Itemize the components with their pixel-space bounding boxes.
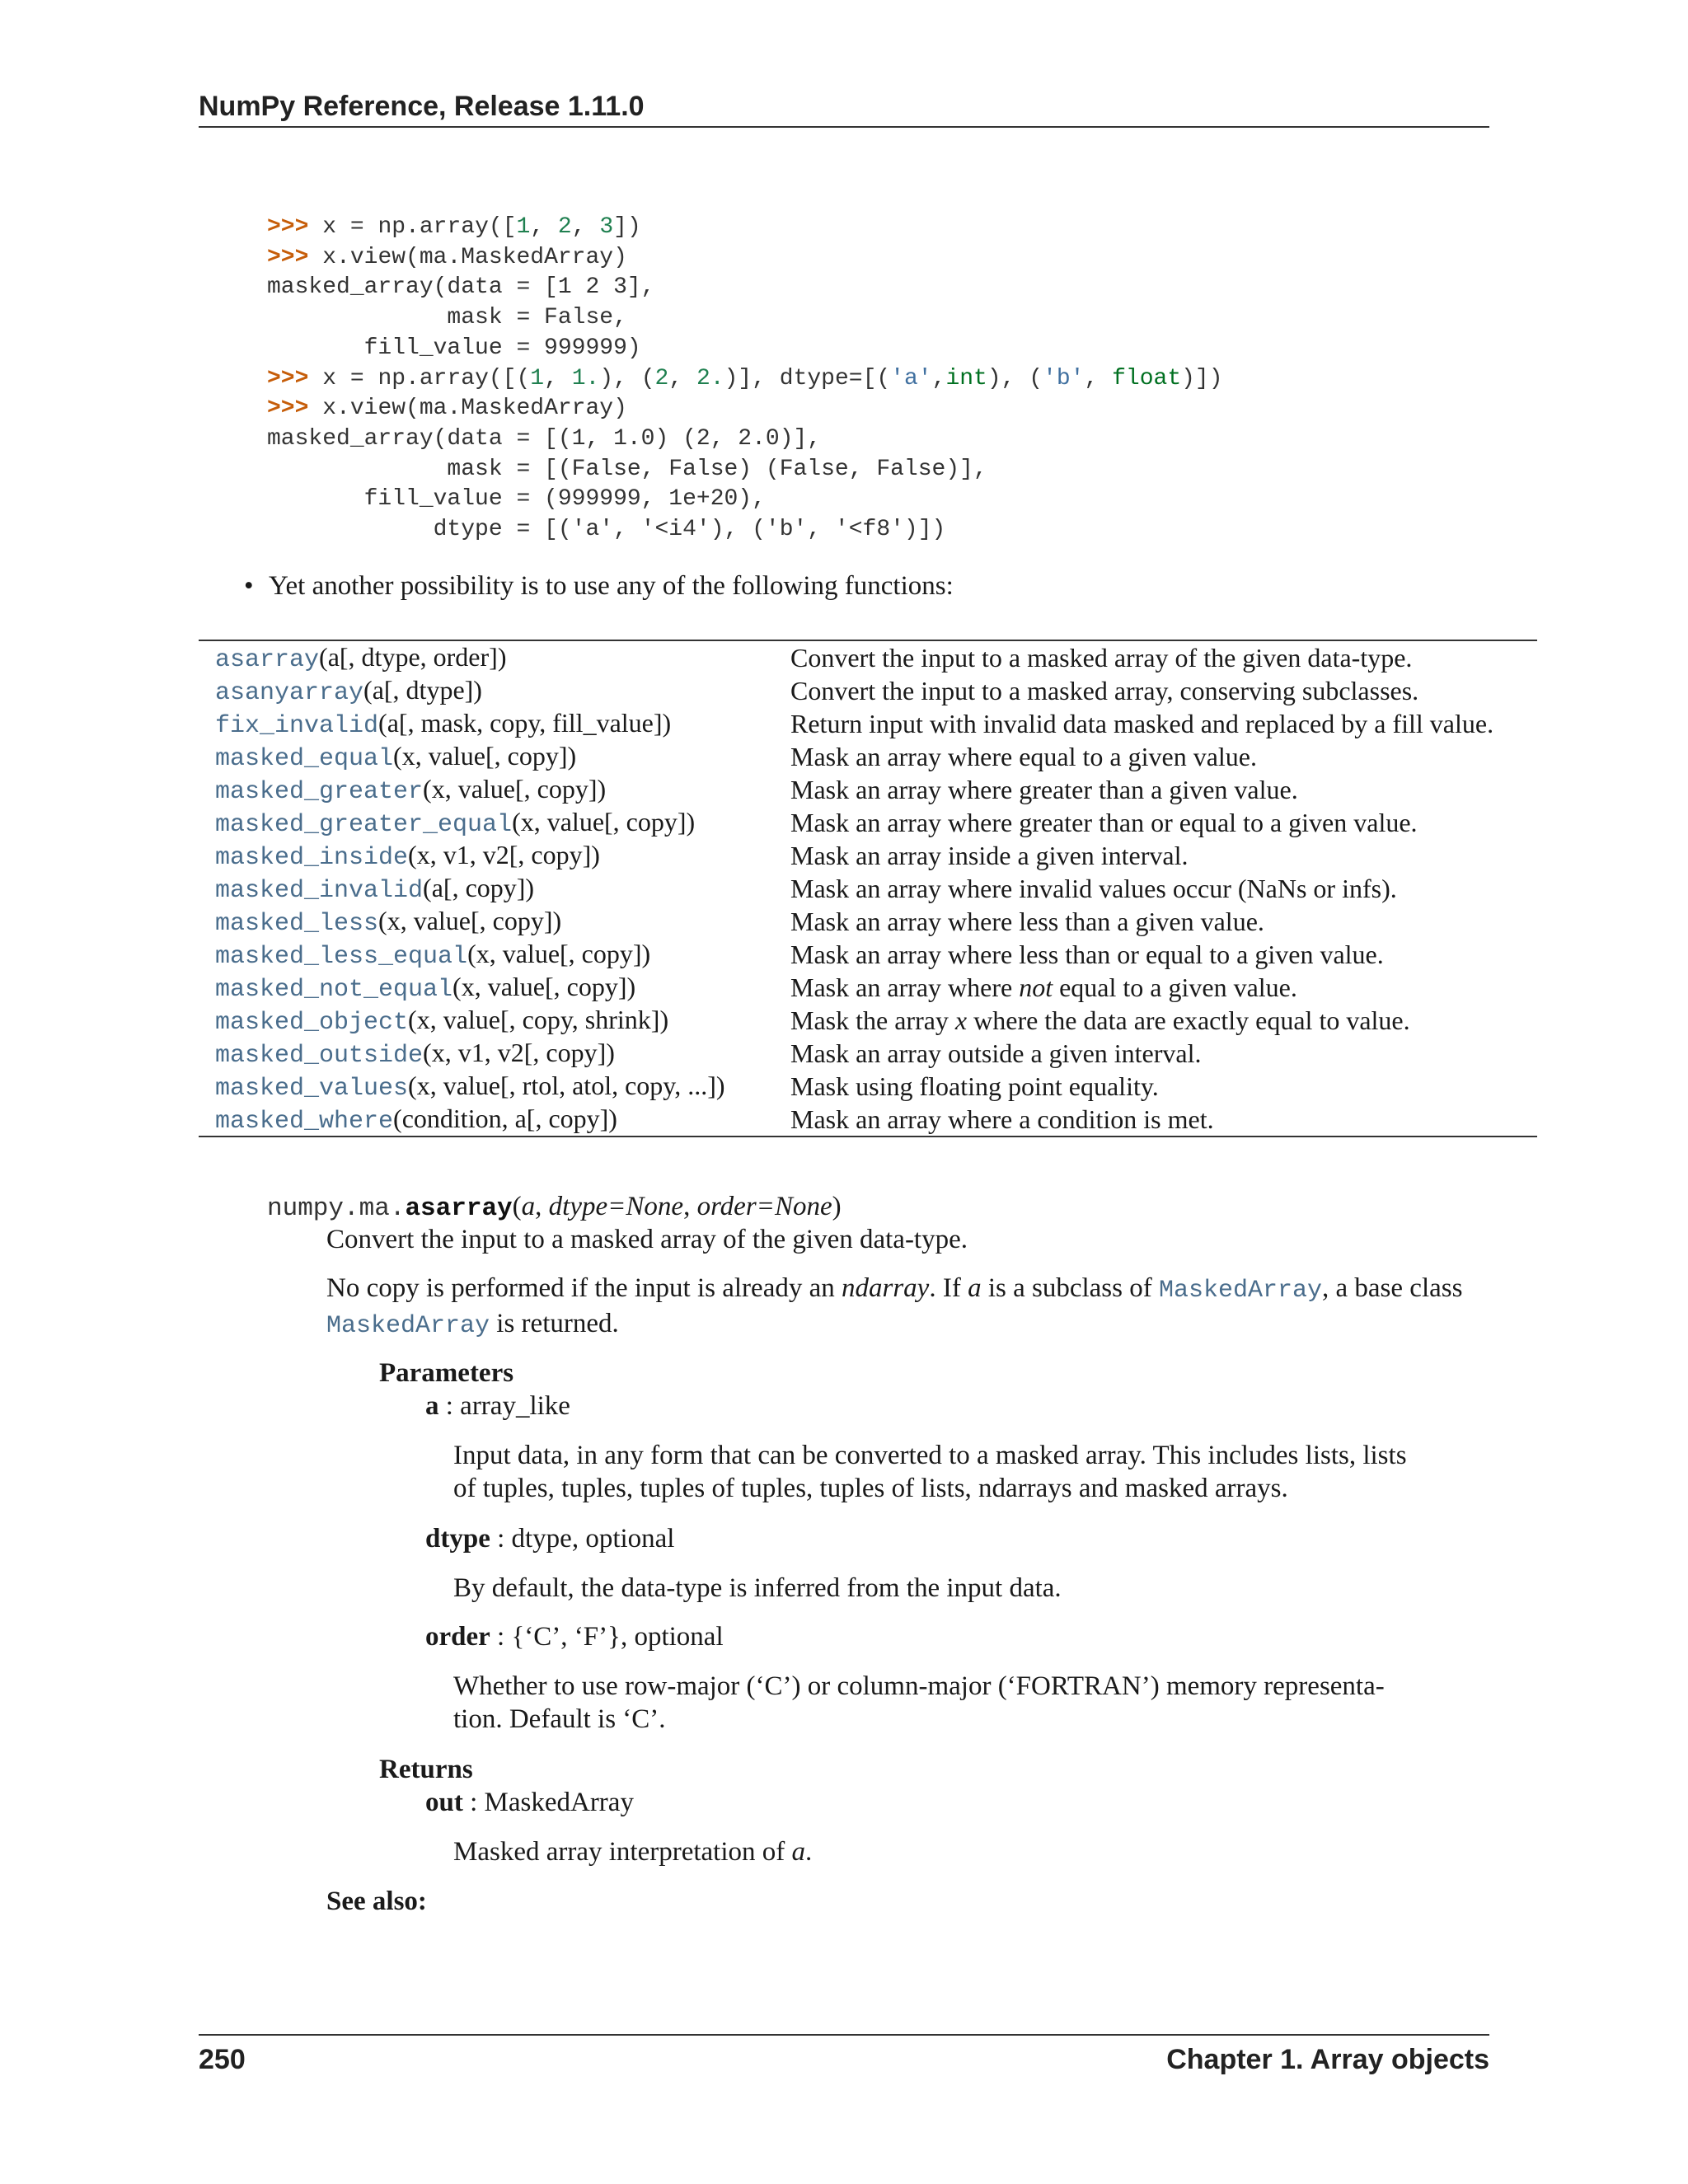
return-desc-emphasis: a [791, 1837, 806, 1867]
param-order [425, 1620, 724, 1653]
function-link[interactable]: masked_values [215, 1074, 409, 1103]
return-name: out [425, 1788, 463, 1817]
function-args: (x, value[, copy]) [452, 971, 636, 1001]
see-also-heading: See also: [326, 1886, 427, 1916]
return-type: : MaskedArray [462, 1788, 634, 1817]
code-text: x = np.array([ [322, 214, 517, 240]
function-description-cell [790, 773, 1537, 806]
param-name: a [425, 1391, 439, 1421]
maskedarray-link[interactable]: MaskedArray [326, 1312, 490, 1340]
param-desc-line: Whether to use row-major (‘C’) or column-major (‘FORTRAN’) memory representa- [453, 1671, 1385, 1701]
returns-heading: Returns [379, 1755, 473, 1784]
signature-param: a [521, 1192, 536, 1221]
function-row [199, 938, 1537, 971]
function-args: (condition, a[, copy]) [393, 1103, 617, 1133]
function-description: Mask an array where less than a given value. [790, 906, 1264, 936]
function-link[interactable]: masked_greater_equal [215, 810, 513, 839]
code-number: 1. [571, 365, 600, 391]
function-row [199, 1037, 1537, 1070]
function-signature-cell [199, 839, 790, 872]
return-out [425, 1786, 634, 1819]
code-text: ), ( [599, 365, 655, 391]
param-dtype [425, 1522, 674, 1555]
function-args: (x, value[, copy, shrink]) [408, 1004, 669, 1034]
function-args: (x, value[, rtol, atol, copy, ...]) [408, 1070, 725, 1100]
code-number: 1 [530, 365, 545, 391]
function-description: Mask an array where equal to a given value. [790, 741, 1257, 771]
function-link[interactable]: asanyarray [215, 678, 364, 707]
function-link[interactable]: masked_invalid [215, 876, 424, 905]
function-description-cell [790, 971, 1537, 1004]
code-number: 3 [599, 214, 614, 240]
page-header-title: NumPy Reference, Release 1.11.0 [199, 91, 645, 122]
code-text: x = np.array([( [322, 365, 531, 391]
code-builtin: float [1112, 365, 1182, 391]
param-dtype-description: By default, the data-type is inferred from the input data. [453, 1573, 1062, 1603]
function-link[interactable]: masked_not_equal [215, 975, 453, 1004]
function-row [199, 1070, 1537, 1103]
function-row [199, 971, 1537, 1004]
code-text: , [668, 365, 696, 391]
code-string: 'b' [1043, 365, 1085, 391]
bullet-item [244, 571, 954, 602]
function-signature-cell [199, 707, 790, 740]
code-text: x.view(ma.MaskedArray) [322, 244, 627, 270]
code-output: masked_array(data = [(1, 1.0) (2, 2.0)], [267, 425, 822, 452]
function-signature-cell [199, 674, 790, 707]
function-row [199, 1103, 1537, 1137]
desc-emphasis: ndarray [842, 1273, 930, 1303]
desc-text: , a base class [1322, 1273, 1463, 1303]
function-link[interactable]: masked_inside [215, 843, 409, 872]
function-description: Mask an array where invalid values occur (NaNs or infs). [790, 873, 1397, 903]
code-example [267, 213, 1223, 546]
code-builtin: int [945, 365, 987, 391]
code-text: , [1084, 365, 1113, 391]
code-string: 'a' [890, 365, 932, 391]
function-description-cell [790, 707, 1537, 740]
return-desc-text: . [805, 1837, 813, 1867]
param-desc-line: of tuples, tuples, tuples of tuples, tuples of lists, ndarrays and masked arrays. [453, 1474, 1288, 1503]
return-out-description [453, 1835, 812, 1868]
function-description-cell [790, 1004, 1537, 1037]
function-description-cell [790, 740, 1537, 773]
code-text: ), ( [987, 365, 1043, 391]
param-desc-line: Input data, in any form that can be converted to a masked array. This includes lists, lists [453, 1441, 1407, 1470]
desc-emphasis: a [968, 1273, 982, 1303]
code-text: )], dtype=[( [724, 365, 891, 391]
desc-text: No copy is performed if the input is already an [326, 1273, 842, 1303]
function-description-cell [790, 839, 1537, 872]
page-number: 250 [199, 2044, 246, 2075]
function-signature-cell [199, 740, 790, 773]
function-row [199, 905, 1537, 938]
function-description: Mask the array [790, 1005, 955, 1035]
function-row [199, 740, 1537, 773]
code-text: , [571, 214, 600, 240]
function-row [199, 839, 1537, 872]
function-row [199, 872, 1537, 905]
function-link[interactable]: masked_greater [215, 777, 424, 806]
desc-text: is a subclass of [981, 1273, 1159, 1303]
function-description: Mask an array outside a given interval. [790, 1038, 1202, 1068]
code-number: 2 [654, 365, 669, 391]
function-description: Mask using floating point equality. [790, 1071, 1159, 1101]
function-description: Mask an array inside a given interval. [790, 840, 1189, 870]
param-type: : array_like [438, 1391, 570, 1421]
param-name: order [425, 1622, 490, 1652]
desc-text: is returned. [490, 1309, 619, 1338]
function-signature-cell [199, 905, 790, 938]
code-prompt: >>> [267, 396, 309, 422]
bullet-dot-icon: • [244, 571, 254, 601]
page-footer [199, 2034, 1489, 2076]
param-a [425, 1390, 570, 1422]
function-description-emphasis: x [954, 1005, 968, 1035]
code-output: fill_value = (999999, 1e+20), [267, 486, 766, 513]
function-args: (a[, dtype, order]) [319, 641, 507, 672]
description-paragraph [326, 1272, 1497, 1343]
bullet-text: Yet another possibility is to use any of the following functions: [269, 571, 954, 601]
code-output: dtype = [('a', '<i4'), ('b', '<f8')]) [267, 517, 946, 543]
function-args: (x, value[, copy]) [423, 773, 607, 804]
param-order-description [453, 1670, 1385, 1736]
function-args: (a[, copy]) [423, 872, 535, 902]
function-signature-cell [199, 1070, 790, 1103]
summary-text: Convert the input to a masked array of the given data-type. [326, 1225, 968, 1254]
function-description: Mask an array where a condition is met. [790, 1104, 1214, 1134]
code-text: x.view(ma.MaskedArray) [322, 396, 627, 422]
function-description: Return input with invalid data masked and replaced by a fill value. [790, 708, 1494, 738]
return-desc-text: Masked array interpretation of [453, 1837, 792, 1867]
param-type: : dtype, optional [490, 1524, 675, 1554]
function-signature-cell [199, 1004, 790, 1037]
function-link[interactable]: masked_object [215, 1008, 409, 1037]
param-type: : {‘C’, ‘F’}, optional [490, 1622, 724, 1652]
signature-sep: , [683, 1192, 697, 1221]
function-row [199, 806, 1537, 839]
code-text: )]) [1181, 365, 1223, 391]
code-prompt: >>> [267, 214, 309, 240]
function-link[interactable]: masked_outside [215, 1041, 424, 1070]
code-text: , [931, 365, 946, 391]
function-args: (a[, dtype]) [363, 674, 482, 705]
signature-paren: ( [512, 1192, 522, 1221]
param-desc-line: tion. Default is ‘C’. [453, 1704, 666, 1734]
function-description: Convert the input to a masked array of the given data-type. [790, 642, 1413, 673]
function-description-cell [790, 938, 1537, 971]
function-description: Mask an array where greater than a given value. [790, 774, 1298, 804]
function-summary-table [199, 640, 1537, 1137]
function-signature [267, 1192, 842, 1223]
function-args: (a[, mask, copy, fill_value]) [378, 707, 672, 738]
function-signature-cell [199, 806, 790, 839]
code-text: , [544, 365, 572, 391]
function-description-cell [790, 1070, 1537, 1103]
function-description: Convert the input to a masked array, conserving subclasses. [790, 675, 1419, 705]
function-link[interactable]: masked_less_equal [215, 942, 468, 971]
function-link[interactable]: asarray [215, 645, 320, 674]
code-number: 2. [696, 365, 724, 391]
function-description: where the data are exactly equal to value. [967, 1005, 1410, 1035]
desc-text: . If [929, 1273, 968, 1303]
function-signature-cell [199, 1037, 790, 1070]
function-description: Mask an array where greater than or equal to a given value. [790, 807, 1418, 837]
code-prompt: >>> [267, 244, 309, 270]
function-args: (x, value[, copy]) [393, 740, 577, 771]
function-signature-cell [199, 872, 790, 905]
signature-param: dtype=None [548, 1192, 684, 1221]
code-text: , [530, 214, 558, 240]
function-description-cell [790, 905, 1537, 938]
signature-paren: ) [832, 1192, 842, 1221]
code-number: 1 [516, 214, 531, 240]
function-description: Mask an array where [790, 972, 1020, 1002]
chapter-title: Chapter 1. Array objects [1166, 2044, 1489, 2075]
maskedarray-link[interactable]: MaskedArray [1158, 1277, 1323, 1305]
function-signature-cell [199, 1103, 790, 1137]
signature-module [267, 1194, 513, 1223]
function-row [199, 707, 1537, 740]
function-description: Mask an array where less than or equal to a given value. [790, 939, 1384, 969]
code-number: 2 [557, 214, 572, 240]
function-link[interactable]: fix_invalid [215, 711, 379, 740]
function-signature-cell [199, 640, 790, 674]
code-text: ]) [613, 214, 641, 240]
function-signature-cell [199, 971, 790, 1004]
signature-name: asarray [405, 1194, 513, 1223]
signature-param: order=None [696, 1192, 832, 1221]
function-description-cell [790, 872, 1537, 905]
function-description-cell [790, 640, 1537, 674]
function-row [199, 674, 1537, 707]
function-row [199, 773, 1537, 806]
function-description-cell [790, 806, 1537, 839]
function-row [199, 1004, 1537, 1037]
function-description-cell [790, 674, 1537, 707]
code-output: fill_value = 999999) [267, 335, 641, 361]
function-signature-cell [199, 938, 790, 971]
function-signature-cell [199, 773, 790, 806]
function-args: (x, value[, copy]) [512, 806, 696, 837]
function-row [199, 640, 1537, 674]
parameters-heading: Parameters [379, 1358, 514, 1388]
function-link[interactable]: masked_less [215, 909, 379, 938]
function-description: equal to a given value. [1053, 972, 1297, 1002]
function-description-emphasis: not [1019, 972, 1053, 1002]
function-args: (x, value[, copy]) [467, 938, 651, 968]
param-name: dtype [425, 1524, 490, 1554]
signature-module-text: numpy.ma. [267, 1194, 406, 1223]
function-description-cell [790, 1037, 1537, 1070]
code-prompt: >>> [267, 365, 309, 391]
function-args: (x, value[, copy]) [378, 905, 562, 935]
function-description-cell [790, 1103, 1537, 1137]
page-header [199, 91, 1489, 128]
function-args: (x, v1, v2[, copy]) [408, 839, 600, 869]
code-output: mask = False, [267, 305, 627, 331]
signature-sep: , [535, 1192, 549, 1221]
param-a-description [453, 1439, 1407, 1505]
function-args: (x, v1, v2[, copy]) [423, 1037, 615, 1067]
function-link[interactable]: masked_where [215, 1107, 394, 1136]
function-link[interactable]: masked_equal [215, 744, 394, 773]
code-output: masked_array(data = [1 2 3], [267, 274, 655, 301]
code-output: mask = [(False, False) (False, False)], [267, 456, 987, 482]
